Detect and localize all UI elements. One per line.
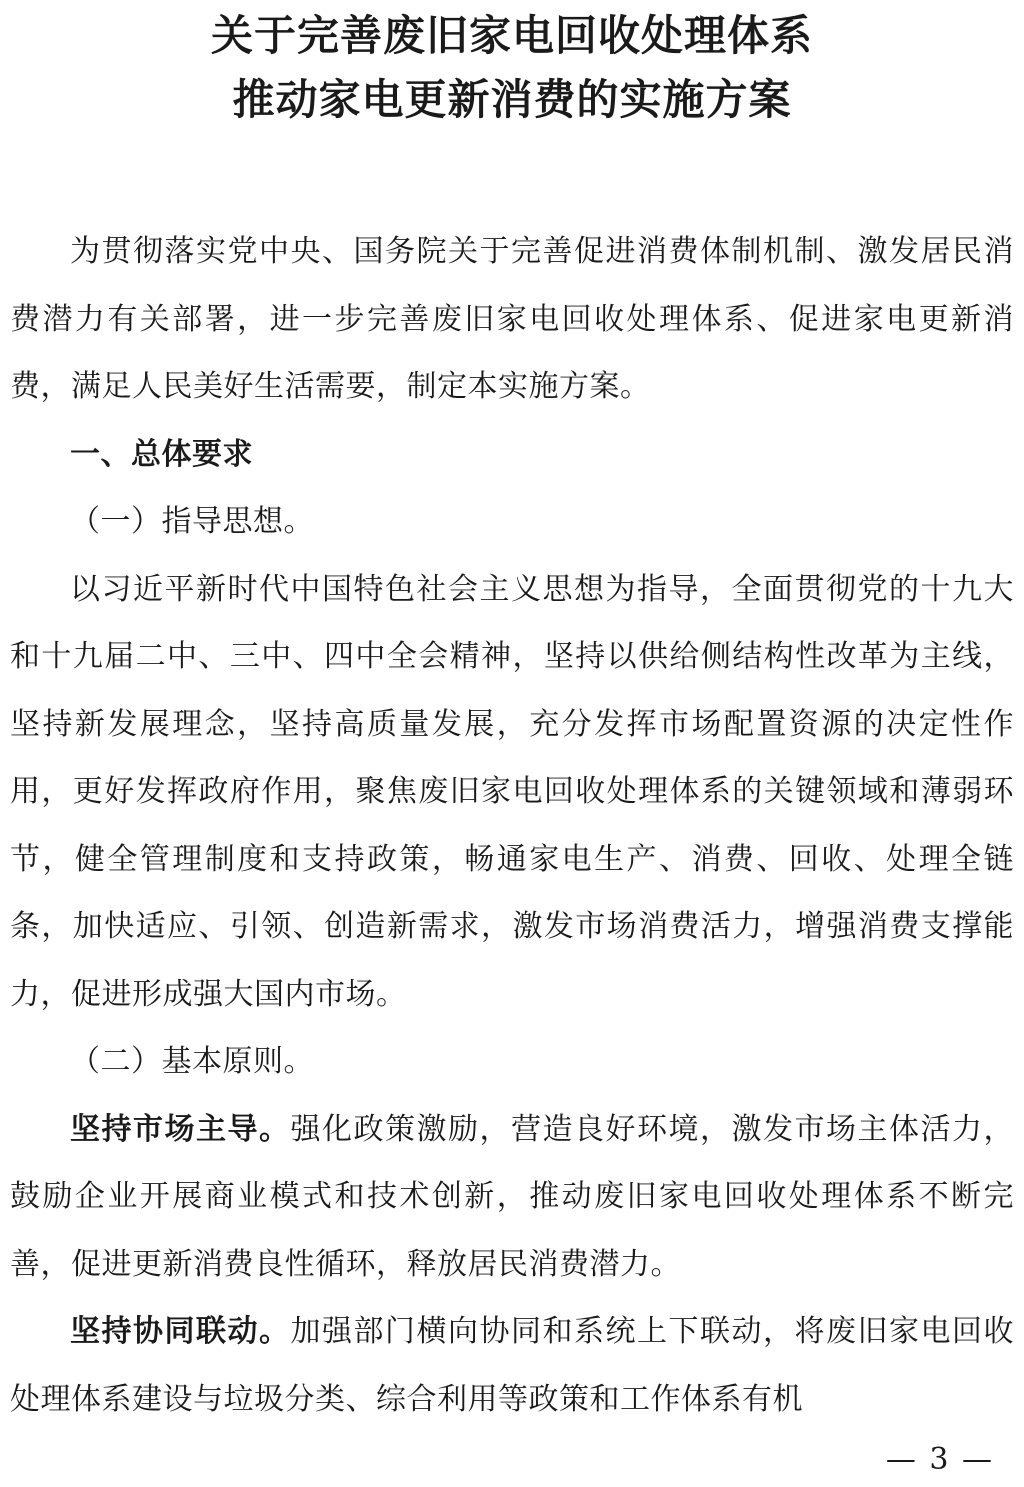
principle-market-led-paragraph	[10, 1096, 1014, 1299]
document-body	[10, 218, 1014, 1433]
subsection-heading-basic-principles: （二）基本原则。	[70, 1044, 314, 1079]
section-heading-general-requirements: 一、总体要求	[70, 436, 253, 472]
principle-coordination-lead: 坚持协同联动。	[70, 1314, 291, 1349]
principle-coordination-paragraph	[10, 1298, 1014, 1433]
page-number: — 3 —	[885, 1442, 994, 1477]
title-line-1: 关于完善废旧家电回收处理体系	[210, 11, 813, 60]
principle-market-led-lead: 坚持市场主导。	[70, 1111, 291, 1147]
principle-coordination-text: 加强部门横向协同和系统上下联动，将废旧家电回收处理体系建设与垃圾分类、综合利用等政策和工作体系有机	[10, 1314, 1014, 1417]
principle-market-led-text: 强化政策激励，营造良好环境，激发市场主体活力，鼓励企业开展商业模式和技术创新，推动废旧家电回收处理体系不断完善，促进更新消费良性循环，释放居民消费潜力。	[10, 1111, 1014, 1282]
guiding-ideology-paragraph: 以习近平新时代中国特色社会主义思想为指导，全面贯彻党的十九大和十九届二中、三中、四中全会精神，坚持以供给侧结构性改革为主线，坚持新发展理念，坚持高质量发展，充分发挥市场配置资源的决定性作用，更好发挥政府作用，聚焦废旧家电回收处理体系的关键领域和薄弱环节，健全管理制度和支持政策，畅通家电生产、消费、回收、处理全链条，加快适应、引领、创造新需求，激发市场消费活力，增强消费支撑能力，促进形成强大国内市场。	[10, 571, 1014, 1012]
title-line-2: 推动家电更新消费的实施方案	[232, 75, 792, 124]
document-title	[0, 8, 1024, 136]
intro-paragraph: 为贯彻落实党中央、国务院关于完善促进消费体制机制、激发居民消费潜力有关部署，进一步完善废旧家电回收处理体系、促进家电更新消费，满足人民美好生活需要，制定本实施方案。	[10, 234, 1014, 404]
subsection-heading-guiding-ideology: （一）指导思想。	[70, 504, 314, 539]
